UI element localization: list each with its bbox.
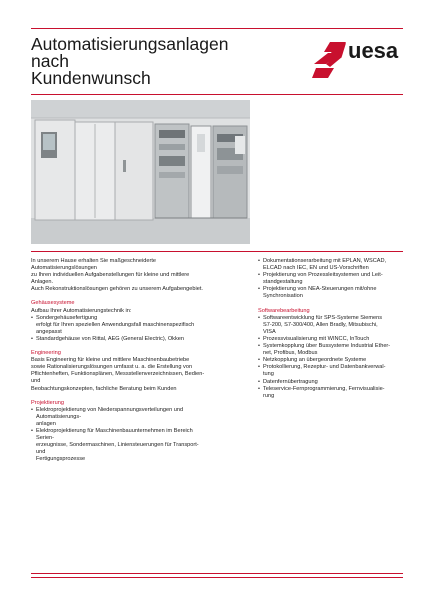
list-item: • Elektroprojektierung für Maschinenbauunternehmen im Bereich Serien- <box>31 428 207 442</box>
right-column <box>258 258 406 400</box>
engineering-line: Basis Engineering für kleine und mittlere Maschinenbaubetriebe <box>31 357 190 364</box>
list-item-cont: erfolgt für Ihren speziellen Anwendungsfall maschinenspezifisch angepasst <box>36 321 195 335</box>
list-item: • Projektierung von Prozessleitsystemen und Leit- <box>258 272 406 279</box>
control-cabinet-photo <box>31 100 250 244</box>
title-line: Kundenwunsch <box>31 68 151 88</box>
list-item-cont: Fertigungsprozesse <box>36 456 86 463</box>
engineering-line: Pflichtenheften, Funktionsplänen, Messstellenverzeichnissen, Bedien- und <box>31 371 205 385</box>
header-rule <box>31 94 403 95</box>
title-line: nach <box>31 51 69 71</box>
list-item: • Sondergehäusefertigung <box>31 315 207 322</box>
list-item-cont: VISA <box>263 328 276 335</box>
list-item-cont: ELCAD nach IEC, EN und US-Vorschriften <box>263 265 369 272</box>
bottom-rule-2 <box>31 577 403 578</box>
page-title <box>31 36 229 87</box>
logo-wordmark: uesa <box>348 38 399 63</box>
list-item: • Softwareentwicklung für SPS-Systeme Siemens <box>258 315 406 322</box>
left-column <box>31 258 207 463</box>
engineering-line: Beobachtungskonzepten, fachliche Beratung beim Kunden <box>31 385 177 392</box>
list-item: • Standardgehäuse von Rittal, AEG (General Electric), Okken <box>31 336 207 343</box>
section-heading-projektierung: Projektierung <box>31 399 64 406</box>
list-item: • Protokollierung, Rezeptur- und Datenbankverwal- <box>258 364 406 371</box>
list-item-cont: tung <box>263 371 274 378</box>
bottom-rule-1 <box>31 573 403 574</box>
uesa-logo <box>312 34 406 84</box>
section-heading-gehaeuse: Gehäusesysteme <box>31 300 75 307</box>
title-line: Automatisierungsanlagen <box>31 34 229 54</box>
section-heading-software: Softwarebearbeitung <box>258 307 310 314</box>
list-item: • Elektroprojektierung von Niederspannungsverteilungen und Automatisierungs- <box>31 407 207 421</box>
list-item-cont: S7-200, S7-300/400, Allen Bradly, Mitsubischi, <box>263 321 378 328</box>
intro-line: zu Ihren individuellen Aufgabenstellungen für kleine und mittlere Anlagen. <box>31 272 190 286</box>
list-item: • Datenfernübertragung <box>258 379 406 386</box>
list-item: • Prozessvisualisierung mit WINCC, InTouch <box>258 336 406 343</box>
top-rule <box>31 28 403 29</box>
mid-rule <box>31 251 403 252</box>
list-item-cont: standgestaltung <box>263 279 303 286</box>
list-item-cont: rung <box>263 392 275 399</box>
list-item-cont: net, Profibus, Modbus <box>263 350 318 357</box>
list-item: • Netzkopplung an übergeordnete Systeme <box>258 357 406 364</box>
section-heading-engineering: Engineering <box>31 350 61 357</box>
list-item: • Projektierung von NEA-Steuerungen mit/ohne <box>258 286 406 293</box>
list-item: • Teleservice-Fernprogrammierung, Fernvisualisie- <box>258 386 406 393</box>
list-item-cont: Synchronisation <box>263 293 303 300</box>
intro-line: In unserem Hause erhalten Sie maßgeschneiderte Automatisierungslösungen <box>31 258 156 272</box>
list-item: • Systemkopplung über Bussysteme Industrial Ether- <box>258 343 406 350</box>
engineering-line: sowie Rationalisierungslösungen umfasst u. a. die Erstellung von <box>31 364 193 371</box>
gehaeuse-lead: Aufbau Ihrer Automatisierungstechnik in: <box>31 307 132 314</box>
list-item: • Dokumentationserarbeitung mit EPLAN, WSCAD, <box>258 258 406 265</box>
intro-line: Auch Rekonstruktionslösungen gehören zu unserem Aufgabengebiet. <box>31 286 203 293</box>
list-item-cont: anlagen <box>36 420 56 427</box>
list-item-cont: erzeugnisse, Sondermaschinen, Liniensteuerungen für Transport- und <box>36 442 199 456</box>
